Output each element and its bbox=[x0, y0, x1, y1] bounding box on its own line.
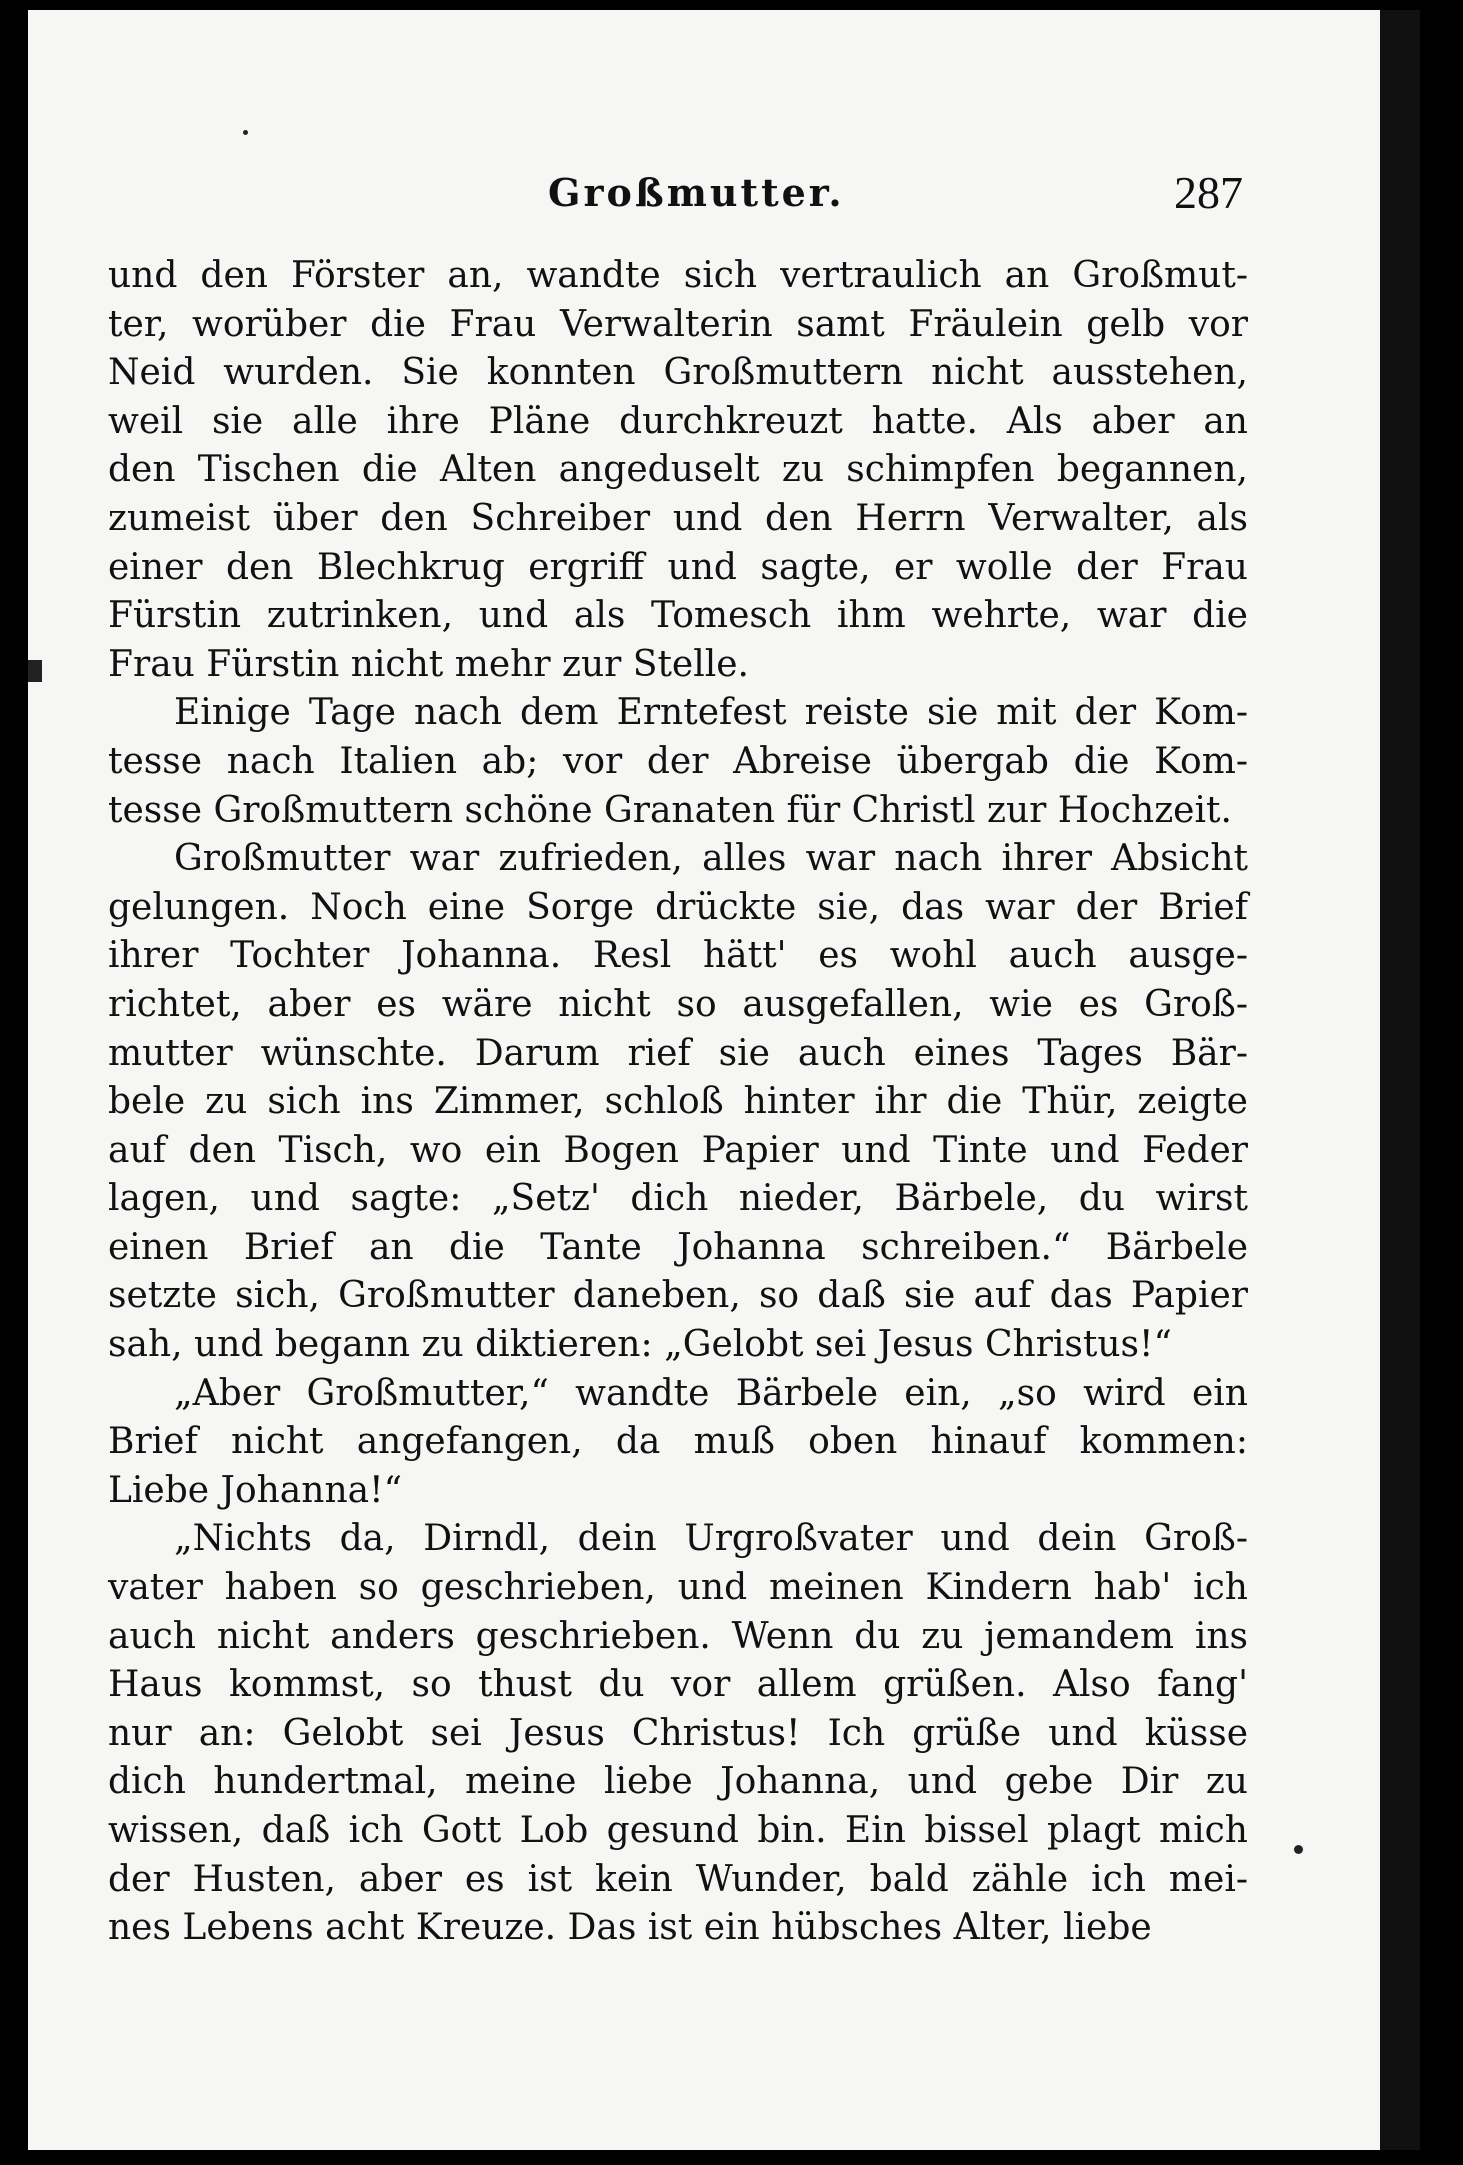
text-line: gelungen. Noch eine Sorge drückte sie, das war der Brief bbox=[108, 886, 1248, 928]
text-line: Frau Fürstin nicht mehr zur Stelle. bbox=[108, 643, 749, 685]
running-header bbox=[118, 167, 1243, 230]
scan-speck bbox=[28, 660, 42, 682]
paragraph bbox=[108, 835, 1248, 1370]
text-line: Fürstin zutrinken, und als Tomesch ihm wehrte, war die bbox=[108, 595, 1248, 637]
running-title: Großmutter. bbox=[548, 170, 845, 215]
book-page bbox=[28, 10, 1420, 2150]
text-line: wissen, daß ich Gott Lob gesund bin. Ein bissel plagt mich bbox=[108, 1810, 1248, 1851]
text-line: tesse nach Italien ab; vor der Abreise übergab die Kom- bbox=[108, 740, 1248, 782]
paragraph bbox=[108, 689, 1248, 835]
text-line: Neid wurden. Sie konnten Großmuttern nicht ausstehen, bbox=[108, 352, 1248, 394]
scan-speck bbox=[1294, 1845, 1303, 1854]
text-line: bele zu sich ins Zimmer, schloß hinter ihr die Thür, zeigte bbox=[108, 1081, 1248, 1123]
text-line: der Husten, aber es ist kein Wunder, bald zähle ich mei- bbox=[108, 1858, 1248, 1900]
page-number: 287 bbox=[1174, 167, 1243, 218]
text-line: Brief nicht angefangen, da muß oben hinauf kommen: bbox=[108, 1421, 1248, 1463]
text-line: nur an: Gelobt sei Jesus Christus! Ich grüße und küsse bbox=[108, 1712, 1248, 1754]
text-line: Liebe Johanna!“ bbox=[108, 1469, 402, 1511]
text-line: nes Lebens acht Kreuze. Das ist ein hübsches Alter, liebe bbox=[108, 1907, 1152, 1949]
text-line: Einige Tage nach dem Erntefest reiste sie mit der Kom- bbox=[174, 692, 1248, 734]
text-line: mutter wünschte. Darum rief sie auch eines Tages Bär- bbox=[108, 1032, 1248, 1074]
text-line: einen Brief an die Tante Johanna schreiben.“ Bärbele bbox=[108, 1226, 1248, 1268]
paragraph bbox=[108, 1515, 1248, 1952]
text-line: auf den Tisch, wo ein Bogen Papier und Tinte und Feder bbox=[108, 1129, 1248, 1171]
text-line: ihrer Tochter Johanna. Resl hätt' es wohl auch ausge- bbox=[108, 935, 1248, 977]
text-line: setzte sich, Großmutter daneben, so daß sie auf das Papier bbox=[108, 1275, 1248, 1317]
paragraph bbox=[108, 1370, 1248, 1516]
text-line: „Nichts da, Dirndl, dein Urgroßvater und dein Groß- bbox=[174, 1518, 1248, 1560]
text-line: „Aber Großmutter,“ wandte Bärbele ein, „so wird ein bbox=[174, 1372, 1248, 1414]
text-line: und den Förster an, wandte sich vertraulich an Großmut- bbox=[108, 255, 1248, 296]
text-line: auch nicht anders geschrieben. Wenn du zu jemandem ins bbox=[108, 1615, 1248, 1657]
text-line: den Tischen die Alten angeduselt zu schimpfen begannen, bbox=[108, 449, 1248, 491]
text-line: lagen, und sagte: „Setz' dich nieder, Bärbele, du wirst bbox=[108, 1178, 1248, 1220]
text-line: tesse Großmuttern schöne Granaten für Christl zur Hochzeit. bbox=[108, 789, 1232, 831]
text-line: dich hundertmal, meine liebe Johanna, und gebe Dir zu bbox=[108, 1761, 1248, 1803]
text-line: zumeist über den Schreiber und den Herrn Verwalter, als bbox=[108, 497, 1248, 539]
text-line: vater haben so geschrieben, und meinen Kindern hab' ich bbox=[108, 1567, 1248, 1609]
text-line: Großmutter war zufrieden, alles war nach ihrer Absicht bbox=[174, 838, 1248, 880]
text-line: weil sie alle ihre Pläne durchkreuzt hatte. Als aber an bbox=[108, 400, 1248, 442]
text-line: ter, worüber die Frau Verwalterin samt Fräulein gelb vor bbox=[108, 303, 1248, 345]
text-line: richtet, aber es wäre nicht so ausgefallen, wie es Groß- bbox=[108, 983, 1248, 1025]
paragraph bbox=[108, 252, 1248, 689]
text-line: Haus kommst, so thust du vor allem grüßen. Also fang' bbox=[108, 1664, 1248, 1706]
text-line: einer den Blechkrug ergriff und sagte, er wolle der Frau bbox=[108, 546, 1248, 588]
scan-speck bbox=[243, 130, 248, 135]
body-text bbox=[108, 252, 1248, 1953]
text-line: sah, und begann zu diktieren: „Gelobt sei Jesus Christus!“ bbox=[108, 1324, 1172, 1366]
scan-border bbox=[1380, 10, 1420, 2150]
